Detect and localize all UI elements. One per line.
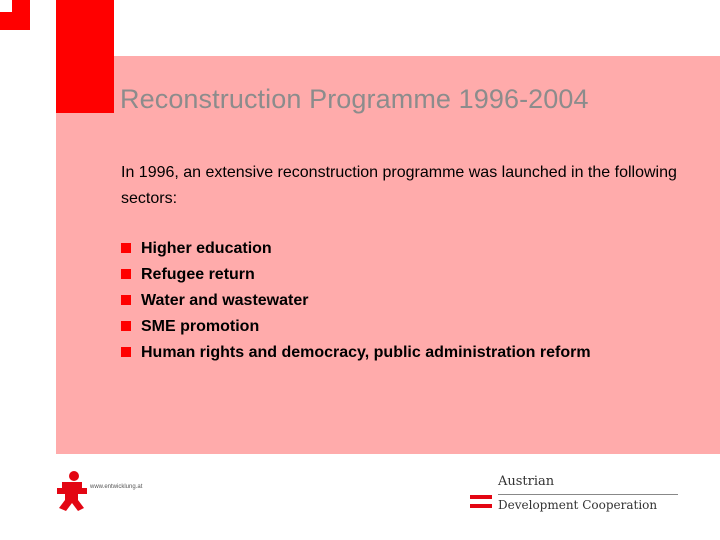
corner-block-tall [56,0,114,56]
footer-url: www.entwicklung.at [90,484,143,490]
sector-label: Water and wastewater [141,292,309,309]
sector-label: SME promotion [141,318,260,335]
corner-block-accent-overlay [56,56,114,113]
red-square-bullet-icon [121,321,131,331]
list-item [121,288,591,314]
red-square-bullet-icon [121,243,131,253]
intro-paragraph: In 1996, an extensive reconstruction programme was launched in the following sectors: [121,164,677,207]
sector-label: Higher education [141,240,272,257]
ada-logo-divider [498,494,678,495]
sector-label: Refugee return [141,266,255,283]
ada-logo [470,474,680,520]
ada-double-bar-logo-icon [470,495,492,513]
ada-logo-line1: Austrian [498,474,555,489]
sector-label: Human rights and democracy, public administration reform [141,344,591,361]
puzzle-figure-logo-icon [54,470,90,517]
red-square-bullet-icon [121,347,131,357]
list-item [121,340,591,366]
list-item [121,236,591,262]
list-item [121,314,591,340]
sector-list [121,236,591,366]
red-square-bullet-icon [121,269,131,279]
ada-logo-line2: Development Cooperation [498,498,658,512]
slide-title: Reconstruction Programme 1996-2004 [120,84,589,114]
red-square-bullet-icon [121,295,131,305]
corner-block-white-notch [0,0,12,12]
list-item [121,262,591,288]
